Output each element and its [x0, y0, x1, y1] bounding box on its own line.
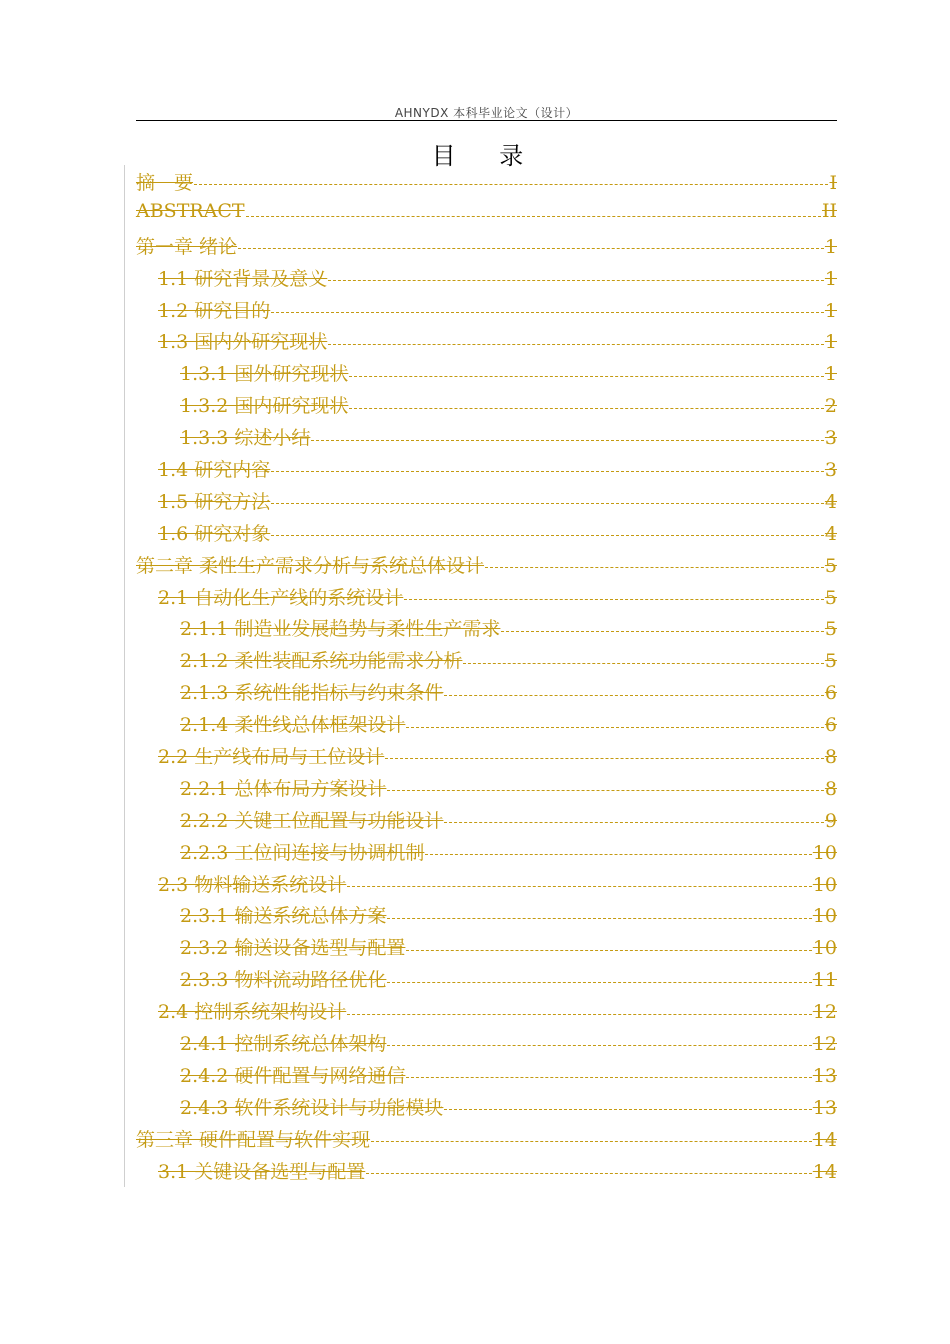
- toc-entry-label: 2.3.3 物料流动路径优化: [180, 969, 387, 992]
- toc-entry-page: 10: [812, 873, 837, 896]
- toc-dot-leader: [366, 1173, 812, 1174]
- toc-entry-page: 8: [824, 746, 837, 769]
- toc-dot-leader: [444, 1109, 811, 1110]
- toc-entry-16[interactable]: [136, 678, 837, 710]
- toc-dot-leader: [311, 440, 824, 441]
- toc-entry-31[interactable]: [136, 1157, 837, 1189]
- toc-dot-leader: [328, 280, 824, 281]
- toc-entry-label: 1.2 研究目的: [158, 299, 271, 322]
- toc-entry-label: 2.4.2 硬件配置与网络通信: [180, 1064, 406, 1087]
- toc-entry-page: 6: [824, 682, 837, 705]
- toc-dot-leader: [271, 312, 824, 313]
- toc-entry-label: 2.2.3 工位间连接与协调机制: [180, 841, 425, 864]
- toc-entry-label: 2.3.2 输送设备选型与配置: [180, 937, 406, 960]
- toc-dot-leader: [328, 344, 824, 345]
- toc-entry-page: 5: [824, 554, 837, 577]
- toc-entry-10[interactable]: [136, 487, 837, 519]
- toc-entry-page: 2: [824, 395, 837, 418]
- toc-entry-page: 5: [824, 650, 837, 673]
- toc-entry-17[interactable]: [136, 710, 837, 742]
- toc-entry-11[interactable]: [136, 519, 837, 551]
- toc-entry-label: 1.3.3 综述小结: [180, 427, 311, 450]
- toc-entry-27[interactable]: [136, 1029, 837, 1061]
- toc-entry-label: 第一章 绪论: [136, 235, 238, 258]
- toc-entry-18[interactable]: [136, 742, 837, 774]
- toc-entry-page: 10: [812, 905, 837, 928]
- toc-dot-leader: [349, 376, 824, 377]
- toc-dot-leader: [485, 567, 824, 568]
- toc-entry-page: 12: [812, 1001, 837, 1024]
- toc-entry-label: 2.3 物料输送系统设计: [158, 873, 347, 896]
- revision-bar: [124, 165, 125, 1187]
- toc-entry-page: 8: [824, 777, 837, 800]
- toc-dot-leader: [271, 503, 824, 504]
- toc-entry-1[interactable]: [136, 200, 837, 232]
- toc-dot-leader: [425, 854, 811, 855]
- toc-entry-20[interactable]: [136, 806, 837, 838]
- toc-entry-page: 5: [824, 618, 837, 641]
- toc-entry-5[interactable]: [136, 327, 837, 359]
- toc-entry-label: 2.2 生产线布局与工位设计: [158, 746, 385, 769]
- toc-entry-label: 1.3.2 国内研究现状: [180, 395, 349, 418]
- toc-entry-label: 2.1.1 制造业发展趋势与柔性生产需求: [180, 618, 501, 641]
- toc-dot-leader: [347, 886, 812, 887]
- toc-entry-page: 1: [824, 267, 837, 290]
- toc-entry-label: 1.4 研究内容: [158, 459, 271, 482]
- toc-dot-leader: [271, 471, 824, 472]
- toc-entry-page: 3: [824, 427, 837, 450]
- toc-entry-page: 1: [824, 363, 837, 386]
- page-header: AHNYDX 本科毕业论文（设计）: [394, 106, 579, 120]
- toc-entry-page: 13: [812, 1064, 837, 1087]
- toc-entry-15[interactable]: [136, 646, 837, 678]
- toc-entry-label: 1.6 研究对象: [158, 522, 271, 545]
- toc-dot-leader: [387, 918, 811, 919]
- toc-dot-leader: [246, 216, 821, 217]
- toc-entry-29[interactable]: [136, 1093, 837, 1125]
- toc-entry-page: 10: [812, 937, 837, 960]
- toc-entry-26[interactable]: [136, 997, 837, 1029]
- toc-dot-leader: [444, 695, 824, 696]
- toc-dot-leader: [385, 758, 824, 759]
- toc-dot-leader: [347, 1014, 812, 1015]
- toc-entry-19[interactable]: [136, 774, 837, 806]
- toc-entry-page: II: [821, 199, 837, 222]
- toc-entry-23[interactable]: [136, 901, 837, 933]
- toc-entry-label: 2.4.3 软件系统设计与功能模块: [180, 1096, 444, 1119]
- toc-entry-0[interactable]: [136, 168, 837, 200]
- toc-entry-label: 2.4.1 控制系统总体架构: [180, 1033, 387, 1056]
- toc-entry-page: I: [829, 172, 837, 194]
- toc-dot-leader: [406, 727, 824, 728]
- toc-entry-label: 3.1 关键设备选型与配置: [158, 1160, 366, 1183]
- toc-entry-12[interactable]: [136, 551, 837, 583]
- toc-entry-28[interactable]: [136, 1061, 837, 1093]
- toc-entry-page: 12: [812, 1033, 837, 1056]
- toc-dot-leader: [404, 599, 824, 600]
- toc-entry-page: 4: [824, 522, 837, 545]
- toc-dot-leader: [271, 535, 824, 536]
- toc-entry-page: 14: [812, 1160, 837, 1183]
- toc-dot-leader: [387, 982, 811, 983]
- toc-entry-label: 2.1.4 柔性线总体框架设计: [180, 714, 406, 737]
- toc-entry-7[interactable]: [136, 391, 837, 423]
- toc-entry-9[interactable]: [136, 455, 837, 487]
- toc-entry-4[interactable]: [136, 296, 837, 328]
- header-rule: [136, 120, 837, 121]
- toc-entry-25[interactable]: [136, 965, 837, 997]
- toc-entry-8[interactable]: [136, 423, 837, 455]
- toc-dot-leader: [501, 631, 824, 632]
- toc-dot-leader: [349, 408, 824, 409]
- toc-entry-6[interactable]: [136, 359, 837, 391]
- toc-entry-page: 6: [824, 714, 837, 737]
- toc-dot-leader: [387, 790, 824, 791]
- toc-dot-leader: [406, 950, 811, 951]
- toc-entry-label: 2.2.2 关键工位配置与功能设计: [180, 809, 444, 832]
- toc-dot-leader: [387, 1045, 811, 1046]
- toc-entry-page: 10: [812, 841, 837, 864]
- toc-entry-label: ABSTRACT: [136, 199, 245, 222]
- toc-entry-page: 1: [824, 235, 837, 258]
- toc-dot-leader: [194, 184, 828, 185]
- toc-entry-label: 摘 要: [136, 172, 194, 194]
- toc-entry-label: 2.1 自动化生产线的系统设计: [158, 586, 404, 609]
- toc-entry-label: 2.4 控制系统架构设计: [158, 1001, 347, 1024]
- toc-entry-14[interactable]: [136, 614, 837, 646]
- toc-entry-page: 9: [824, 809, 837, 832]
- table-of-contents: [136, 168, 837, 1189]
- toc-entry-24[interactable]: [136, 933, 837, 965]
- toc-entry-2[interactable]: [136, 232, 837, 264]
- toc-entry-page: 3: [824, 459, 837, 482]
- toc-entry-page: 14: [812, 1128, 837, 1151]
- toc-entry-page: 1: [824, 331, 837, 354]
- toc-dot-leader: [406, 1077, 811, 1078]
- toc-entry-page: 11: [812, 969, 837, 992]
- toc-entry-page: 5: [824, 586, 837, 609]
- toc-dot-leader: [238, 248, 824, 249]
- toc-entry-label: 2.1.3 系统性能指标与约束条件: [180, 682, 444, 705]
- toc-dot-leader: [463, 663, 824, 664]
- toc-entry-13[interactable]: [136, 583, 837, 615]
- toc-entry-label: 2.3.1 输送系统总体方案: [180, 905, 387, 928]
- toc-dot-leader: [444, 822, 824, 823]
- toc-entry-label: 2.1.2 柔性装配系统功能需求分析: [180, 650, 463, 673]
- toc-entry-page: 1: [824, 299, 837, 322]
- toc-entry-label: 1.3 国内外研究现状: [158, 331, 328, 354]
- toc-title: 目 录: [431, 142, 542, 170]
- toc-entry-22[interactable]: [136, 870, 837, 902]
- toc-entry-label: 第三章 硬件配置与软件实现: [136, 1128, 371, 1151]
- toc-entry-label: 第二章 柔性生产需求分析与系统总体设计: [136, 554, 485, 577]
- toc-dot-leader: [371, 1141, 812, 1142]
- toc-entry-label: 1.3.1 国外研究现状: [180, 363, 349, 386]
- toc-entry-page: 4: [824, 490, 837, 513]
- toc-entry-label: 1.5 研究方法: [158, 490, 271, 513]
- toc-entry-21[interactable]: [136, 838, 837, 870]
- toc-entry-30[interactable]: [136, 1125, 837, 1157]
- toc-entry-3[interactable]: [136, 264, 837, 296]
- toc-entry-label: 2.2.1 总体布局方案设计: [180, 777, 387, 800]
- toc-entry-label: 1.1 研究背景及意义: [158, 267, 328, 290]
- toc-entry-page: 13: [812, 1096, 837, 1119]
